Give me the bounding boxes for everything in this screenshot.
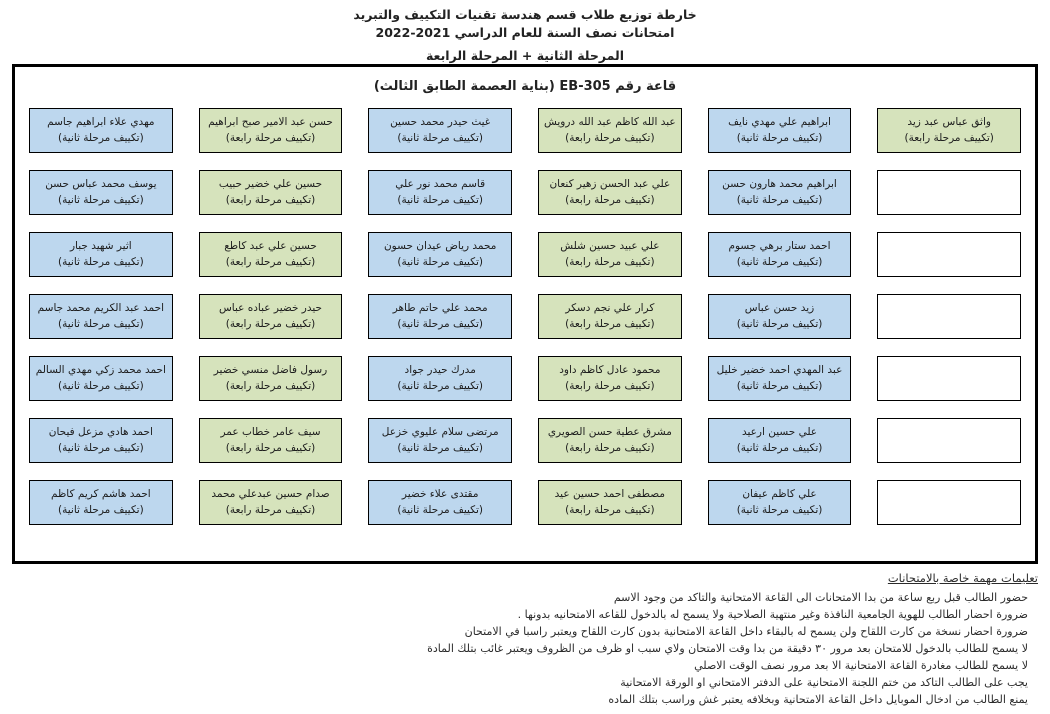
student-stage-note: (تكييف مرحلة ثانية) <box>397 193 483 206</box>
student-name: مشرق عطية حسن الصويري <box>547 425 672 438</box>
student-name: حسين علي خضير حبيب <box>218 177 323 190</box>
student-cell <box>29 480 173 525</box>
student-cell <box>29 418 173 463</box>
student-stage-note: (تكييف مرحلة رابعة) <box>225 503 316 516</box>
student-cell <box>29 356 173 401</box>
student-cell <box>199 356 343 401</box>
instructions-heading: تعليمات مهمة خاصة بالامتحانات <box>887 571 1038 585</box>
student-name: عبد المهدي احمد خضير خليل <box>716 363 843 376</box>
student-stage-note: (تكييف مرحلة رابعة) <box>225 131 316 144</box>
exam-instructions <box>12 570 1038 708</box>
student-stage-note: (تكييف مرحلة ثانية) <box>736 255 823 268</box>
student-cell <box>199 294 343 339</box>
student-cell <box>368 170 512 215</box>
student-cell <box>708 356 852 401</box>
student-name: محمد علي حاتم طاهر <box>392 301 488 314</box>
student-name: يوسف محمد عباس حسن <box>45 177 157 190</box>
student-name: ابراهيم محمد هارون حسن <box>722 177 837 190</box>
student-name: اثير شهيد جبار <box>69 239 132 252</box>
seating-grid <box>15 94 1035 525</box>
instruction-line: يمنع الطالب من ادخال الموبايل داخل القاعة الامتحانية وبخلافه يعتبر غش وراسب بتلك الماده <box>608 693 1028 707</box>
student-stage-note: (تكييف مرحلة ثانية) <box>397 503 483 516</box>
empty-seat-cell <box>877 480 1021 525</box>
student-name: احمد هاشم كريم كاظم <box>50 487 151 500</box>
student-cell <box>199 232 343 277</box>
student-cell <box>708 170 852 215</box>
student-cell <box>538 108 682 153</box>
instruction-line: لا يسمح للطالب بالدخول للامتحان بعد مرور ٣٠ دقيقة من بدا وقت الامتحان ولاي سبب او ظرف من الظروف ويعتبر غائب بتلك المادة <box>427 641 1028 655</box>
student-stage-note: (تكييف مرحلة ثانية) <box>397 317 483 330</box>
student-name: غيث حيدر محمد حسين <box>390 115 491 128</box>
student-cell <box>708 232 852 277</box>
student-name: محمود عادل كاظم داود <box>559 363 661 376</box>
doc-title-line1: خارطة توزيع طلاب قسم هندسة تقنيات التكييف والتبريد <box>353 7 697 22</box>
student-stage-note: (تكييف مرحلة رابعة) <box>565 317 655 330</box>
student-name: مرتضى سلام عليوي خزعل <box>381 425 499 438</box>
student-cell <box>199 108 343 153</box>
student-name: رسول فاضل منسي خضير <box>213 363 328 376</box>
instruction-line: ضرورة احضار نسخة من كارت اللقاح ولن يسمح له بالبقاء داخل القاعة الامتحانية بدون كارت اللقاح ويعتبر راسبا في الامتحان <box>464 624 1028 638</box>
student-name: علي حسين ارعيد <box>741 425 818 438</box>
student-name: مصطفى احمد حسين عيد <box>554 487 666 500</box>
student-name: ابراهيم علي مهدي نايف <box>728 115 831 128</box>
student-name: محمد رياض عيدان حسون <box>383 239 497 252</box>
student-name: احمد عبد الكريم محمد جاسم <box>37 301 165 314</box>
student-name: علي كاظم عيفان <box>742 487 817 500</box>
student-name: زيد حسن عباس <box>744 301 815 314</box>
empty-seat-cell <box>877 356 1021 401</box>
student-name: عبد الله كاظم عبد الله درويش <box>543 115 676 128</box>
empty-seat-cell <box>877 294 1021 339</box>
student-name: كرار علي نجم دسكر <box>565 301 655 314</box>
student-cell <box>199 418 343 463</box>
student-cell <box>538 170 682 215</box>
student-cell <box>368 294 512 339</box>
student-cell <box>538 480 682 525</box>
student-stage-note: (تكييف مرحلة رابعة) <box>565 379 655 392</box>
student-name: واثق عباس عبد زيد <box>907 115 991 128</box>
student-stage-note: (تكييف مرحلة رابعة) <box>565 503 655 516</box>
student-cell <box>368 108 512 153</box>
student-cell <box>708 418 852 463</box>
instruction-line: لا يسمح للطالب مغادرة القاعة الامتحانية الا بعد مرور نصف الوقت الاصلي <box>694 659 1028 672</box>
student-cell <box>199 170 343 215</box>
document-header <box>0 6 1050 65</box>
student-cell <box>538 356 682 401</box>
empty-seat-cell <box>877 170 1021 215</box>
student-stage-note: (تكييف مرحلة ثانية) <box>397 255 483 268</box>
student-stage-note: (تكييف مرحلة رابعة) <box>225 193 316 206</box>
student-stage-note: (تكييف مرحلة رابعة) <box>565 255 655 268</box>
student-stage-note: (تكييف مرحلة رابعة) <box>225 441 316 454</box>
student-cell <box>368 232 512 277</box>
student-cell <box>29 294 173 339</box>
doc-title-line3: المرحلة الثانية + المرحلة الرابعة <box>425 48 625 64</box>
student-stage-note: (تكييف مرحلة ثانية) <box>397 441 483 454</box>
student-cell <box>29 170 173 215</box>
student-name: حسن عبد الامير صبح ابراهيم <box>208 115 333 128</box>
seating-chart-box <box>12 64 1038 564</box>
student-stage-note: (تكييف مرحلة ثانية) <box>397 131 483 144</box>
student-cell <box>538 294 682 339</box>
student-cell <box>368 418 512 463</box>
student-name: احمد هادي مزعل فيحان <box>48 425 153 438</box>
instruction-line: حضور الطالب قبل ربع ساعة من بدا الامتحانات الى القاعة الامتحانية والتاكد من وجود الاسم <box>613 590 1028 604</box>
student-stage-note: (تكييف مرحلة ثانية) <box>736 193 823 206</box>
student-cell <box>29 232 173 277</box>
student-stage-note: (تكييف مرحلة رابعة) <box>225 379 316 392</box>
student-cell <box>708 108 852 153</box>
room-title: قاعة رقم EB-305 (بناية العصمة الطابق الثالث) <box>373 79 677 94</box>
student-stage-note: (تكييف مرحلة رابعة) <box>904 131 994 144</box>
student-stage-note: (تكييف مرحلة رابعة) <box>565 131 655 144</box>
student-stage-note: (تكييف مرحلة رابعة) <box>225 255 316 268</box>
student-stage-note: (تكييف مرحلة رابعة) <box>225 317 316 330</box>
student-cell <box>708 480 852 525</box>
student-stage-note: (تكييف مرحلة ثانية) <box>736 131 823 144</box>
student-stage-note: (تكييف مرحلة ثانية) <box>397 379 483 392</box>
student-stage-note: (تكييف مرحلة ثانية) <box>58 503 144 516</box>
student-name: مقتدى علاء خضير <box>401 487 479 500</box>
student-cell <box>368 356 512 401</box>
student-name: حسين علي عبد كاطع <box>224 239 317 252</box>
student-cell <box>199 480 343 525</box>
student-name: احمد محمد زكي مهدي السالم <box>35 363 166 376</box>
student-cell <box>708 294 852 339</box>
student-stage-note: (تكييف مرحلة ثانية) <box>736 441 823 454</box>
student-stage-note: (تكييف مرحلة ثانية) <box>736 317 823 330</box>
student-cell <box>538 232 682 277</box>
student-cell <box>877 108 1021 153</box>
student-stage-note: (تكييف مرحلة ثانية) <box>736 503 823 516</box>
student-stage-note: (تكييف مرحلة رابعة) <box>565 441 655 454</box>
doc-title-line2: امتحانات نصف السنة للعام الدراسي 2021-2022 <box>375 25 675 41</box>
student-stage-note: (تكييف مرحلة ثانية) <box>58 255 144 268</box>
empty-seat-cell <box>877 418 1021 463</box>
student-stage-note: (تكييف مرحلة ثانية) <box>58 317 144 330</box>
student-stage-note: (تكييف مرحلة رابعة) <box>565 193 655 206</box>
instruction-line: ضرورة احضار الطالب للهوية الجامعية النافذة وغير منتهية الصلاحية ولا يسمح له بالدخول للقاعه الامتحانيه بدونها . <box>517 607 1028 621</box>
instruction-line: يجب على الطالب التاكد من ختم اللجنة الامتحانية على الدفتر الامتحاني او الورقة الامتحانية <box>620 676 1028 690</box>
student-cell <box>368 480 512 525</box>
student-name: صدام حسين عبدعلي محمد <box>211 487 330 500</box>
student-cell <box>538 418 682 463</box>
student-name: قاسم محمد نور علي <box>395 177 486 190</box>
student-name: علي عبيد حسين شلش <box>560 239 660 252</box>
student-name: مهدي علاء ابراهيم جاسم <box>47 115 155 128</box>
student-name: حيدر خضير عباده عباس <box>218 301 323 314</box>
student-stage-note: (تكييف مرحلة ثانية) <box>58 193 144 206</box>
student-stage-note: (تكييف مرحلة ثانية) <box>58 441 144 454</box>
student-stage-note: (تكييف مرحلة ثانية) <box>736 379 823 392</box>
student-name: مدرك حيدر جواد <box>404 363 476 376</box>
student-stage-note: (تكييف مرحلة ثانية) <box>58 379 144 392</box>
student-name: سيف عامر خطاب عمر <box>220 425 321 438</box>
student-stage-note: (تكييف مرحلة ثانية) <box>58 131 144 144</box>
empty-seat-cell <box>877 232 1021 277</box>
student-cell <box>29 108 173 153</box>
student-name: علي عبد الحسن زهير كنعان <box>549 177 671 190</box>
student-name: احمد ستار برهي جسوم <box>728 239 831 252</box>
instructions-list <box>12 589 1038 708</box>
